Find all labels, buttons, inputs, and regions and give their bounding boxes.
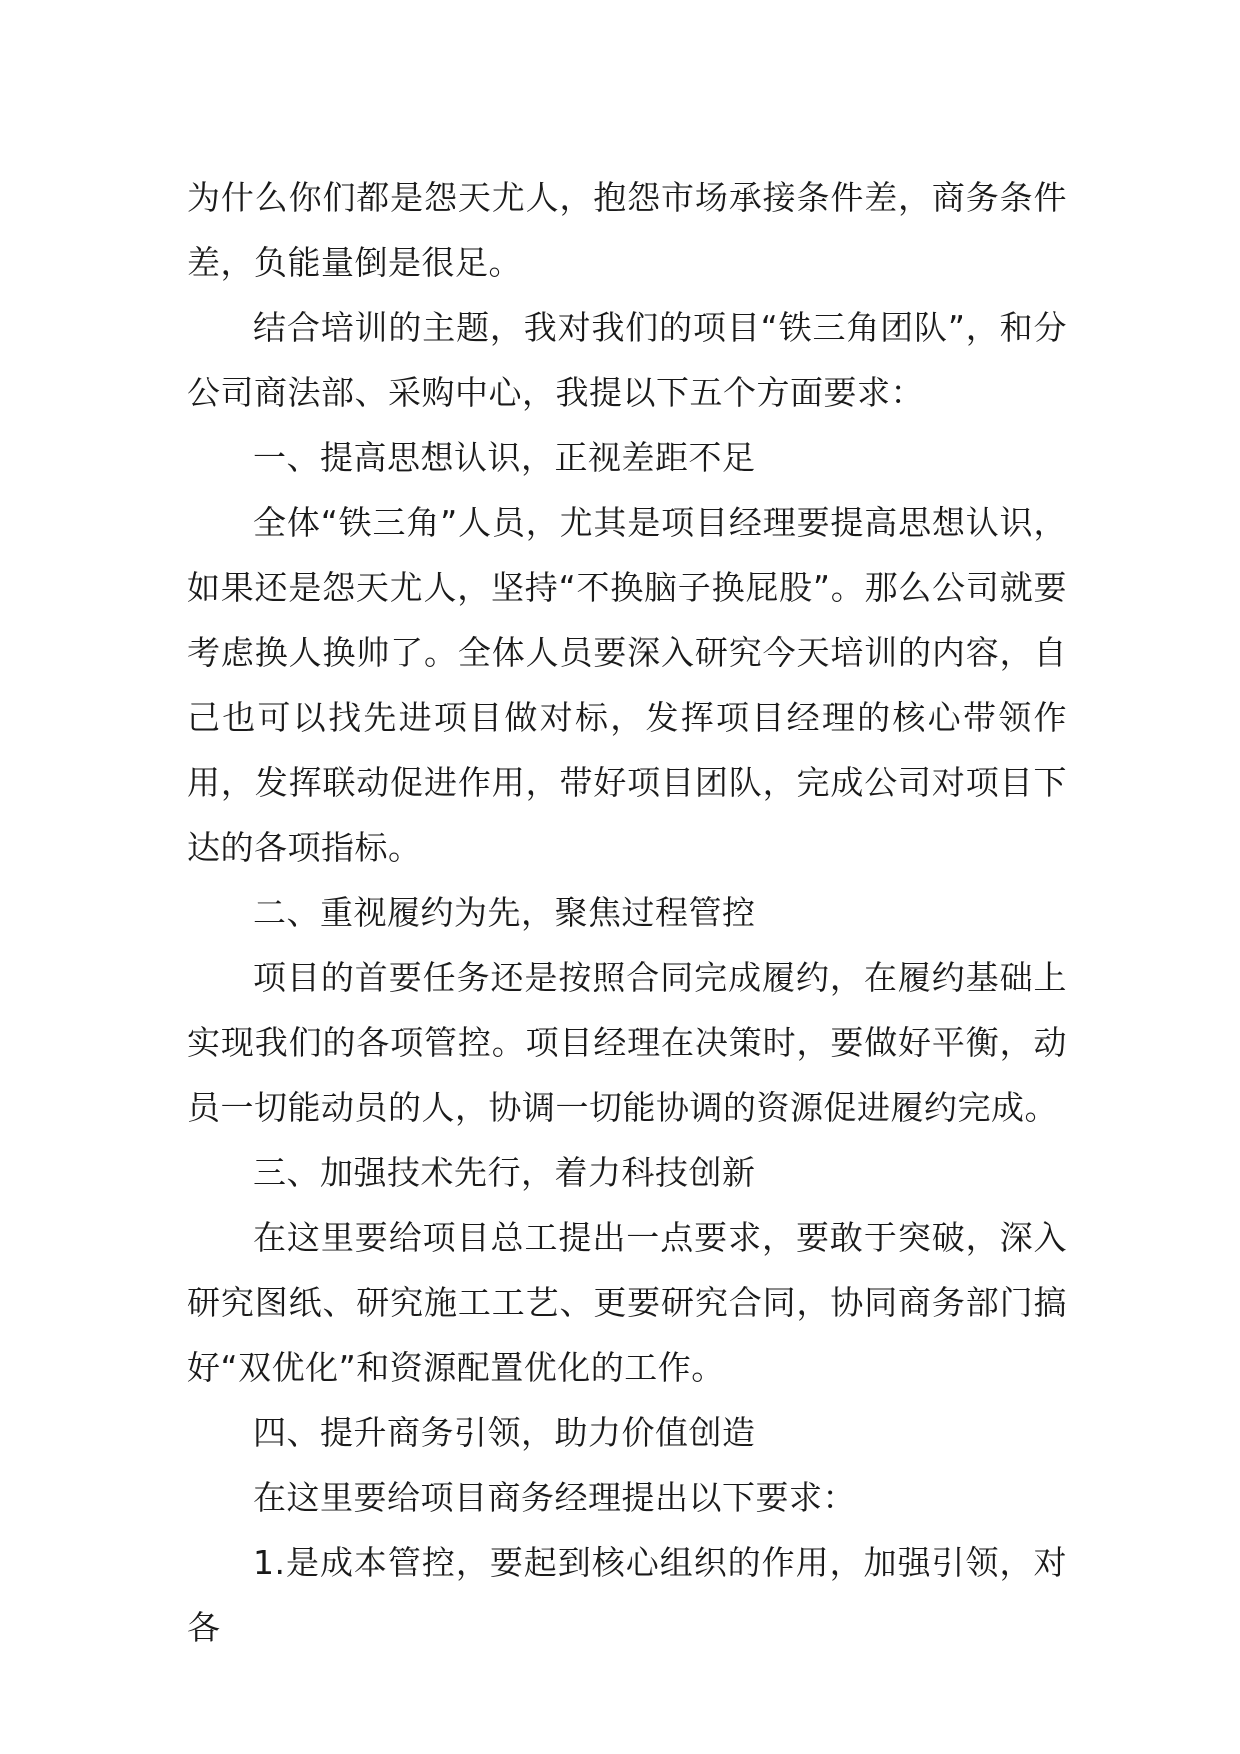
document-body — [187, 165, 1067, 1660]
section-heading-3: 三、加强技术先行，着力科技创新 — [253, 1153, 756, 1192]
paragraph-section-4-item-1: 1.是成本管控，要起到核心组织的作用，加强引领，对各 — [187, 1543, 1067, 1647]
paragraph-section-4-intro: 在这里要给项目商务经理提出以下要求： — [253, 1478, 856, 1517]
paragraph-section-3: 在这里要给项目总工提出一点要求，要敢于突破，深入研究图纸、研究施工工艺、更要研究合同，协同商务部门搞好“双优化”和资源配置优化的工作。 — [187, 1218, 1067, 1387]
section-heading-4: 四、提升商务引领，助力价值创造 — [253, 1413, 756, 1452]
section-heading-1: 一、提高思想认识，正视差距不足 — [253, 438, 756, 477]
paragraph-section-1: 全体“铁三角”人员，尤其是项目经理要提高思想认识，如果还是怨天尤人，坚持“不换脑子换屁股”。那么公司就要考虑换人换帅了。全体人员要深入研究今天培训的内容，自己也可以找先进项目做对标，发挥项目经理的核心带领作用，发挥联动促进作用，带好项目团队，完成公司对项目下达的各项指标。 — [187, 503, 1067, 867]
section-heading-2: 二、重视履约为先，聚焦过程管控 — [253, 893, 756, 932]
paragraph-section-2: 项目的首要任务还是按照合同完成履约，在履约基础上实现我们的各项管控。项目经理在决策时，要做好平衡，动员一切能动员的人，协调一切能协调的资源促进履约完成。 — [187, 958, 1067, 1127]
paragraph-continuation: 为什么你们都是怨天尤人，抱怨市场承接条件差，商务条件差，负能量倒是很足。 — [187, 178, 1067, 282]
paragraph-intro: 结合培训的主题，我对我们的项目“铁三角团队”，和分公司商法部、采购中心，我提以下五个方面要求： — [187, 308, 1067, 412]
